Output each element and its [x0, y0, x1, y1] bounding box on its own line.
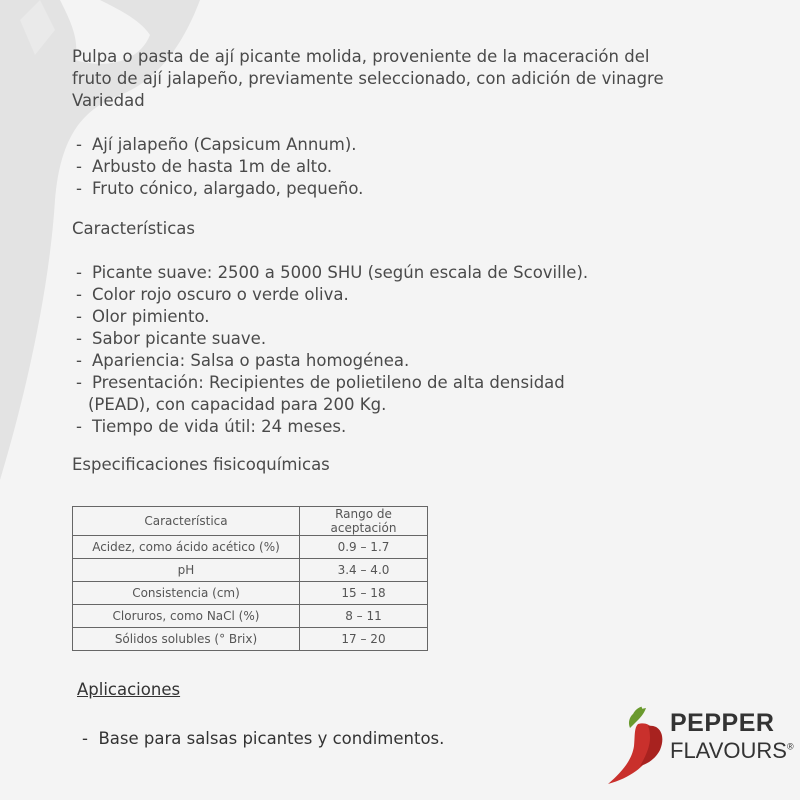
table-row [73, 559, 428, 582]
table-cell: 0.9 – 1.7 [300, 536, 428, 559]
applications-heading: Aplicaciones [77, 680, 181, 699]
table-cell: 15 – 18 [300, 582, 428, 605]
list-item: - Color rojo oscuro o verde oliva. [76, 284, 588, 306]
table-cell: pH [73, 559, 300, 582]
list-item [76, 372, 588, 416]
logo-text [670, 738, 794, 764]
intro-line: Pulpa o pasta de ají picante molida, proveniente de la maceración del [72, 47, 650, 66]
intro-paragraph [72, 46, 772, 112]
table-cell: 17 – 20 [300, 628, 428, 651]
table-header: Característica [73, 507, 300, 536]
list-item-continuation: (PEAD), con capacidad para 200 Kg. [88, 395, 387, 414]
characteristics-list [76, 262, 588, 438]
table-cell: Sólidos solubles (° Brix) [73, 628, 300, 651]
variety-list [76, 134, 363, 200]
table-cell: Cloruros, como NaCl (%) [73, 605, 300, 628]
table-row [73, 605, 428, 628]
list-item: - Apariencia: Salsa o pasta homogénea. [76, 350, 588, 372]
specs-table [72, 506, 428, 651]
list-item: - Olor pimiento. [76, 306, 588, 328]
list-item: - Fruto cónico, alargado, pequeño. [76, 178, 363, 200]
specs-heading: Especificaciones fisicoquímicas [72, 455, 330, 474]
list-item: - Ají jalapeño (Capsicum Annum). [76, 134, 363, 156]
variety-label: Variedad [72, 91, 145, 110]
logo-text: PEPPER [670, 709, 775, 737]
table-header: Rango de aceptación [300, 507, 428, 536]
table-cell: Acidez, como ácido acético (%) [73, 536, 300, 559]
table-row [73, 628, 428, 651]
list-item: - Tiempo de vida útil: 24 meses. [76, 416, 588, 438]
table-row [73, 582, 428, 605]
logo-subtext: FLAVOURS [670, 738, 787, 763]
list-item-text: Base para salsas picantes y condimentos. [98, 729, 445, 748]
intro-line: fruto de ají jalapeño, previamente seleccionado, con adición de vinagre [72, 69, 664, 88]
table-header-row [73, 507, 428, 536]
table-cell: 3.4 – 4.0 [300, 559, 428, 582]
table-cell: Consistencia (cm) [73, 582, 300, 605]
table-cell: 8 – 11 [300, 605, 428, 628]
list-item: - Picante suave: 2500 a 5000 SHU (según escala de Scoville). [76, 262, 588, 284]
table-row [73, 536, 428, 559]
list-item: - Arbusto de hasta 1m de alto. [76, 156, 363, 178]
registered-mark: ® [786, 741, 794, 752]
characteristics-heading: Características [72, 219, 196, 238]
list-item: - Base para salsas picantes y condimentos. [82, 729, 445, 748]
applications-list [82, 729, 444, 748]
list-item: - Sabor picante suave. [76, 328, 588, 350]
list-item-text: Presentación: Recipientes de polietileno de alta densidad [92, 373, 565, 392]
